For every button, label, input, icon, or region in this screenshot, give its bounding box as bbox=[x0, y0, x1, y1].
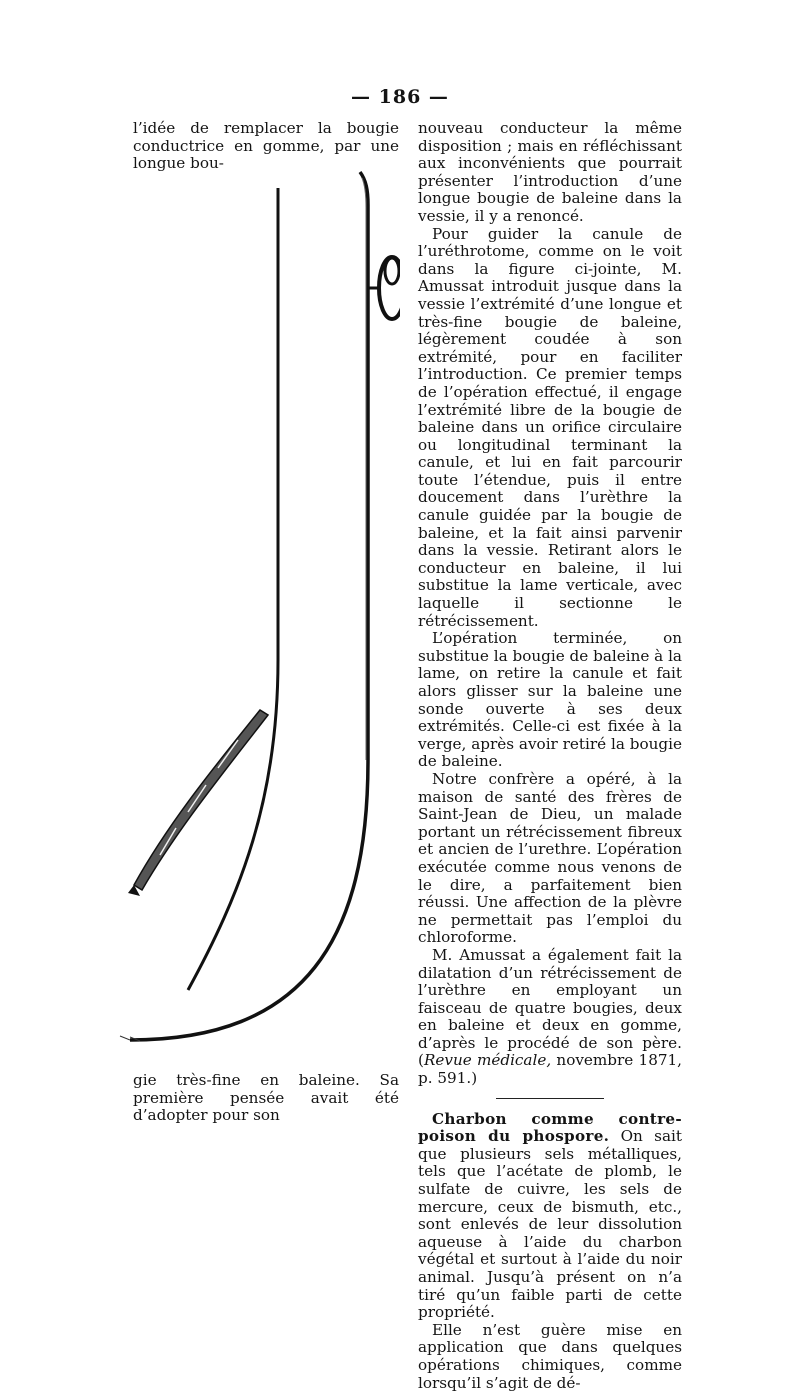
paragraph-7: Elle n’est guère mise en application que dans quelques opérations chimiques, comme lorsqu’il s’agit de dé- bbox=[418, 1320, 682, 1392]
paragraph-5 bbox=[418, 947, 682, 1088]
page-number: — 186 — bbox=[351, 86, 449, 108]
paragraph-3: L’opération terminée, on substitue la bougie de baleine à la lame, on retire la canule et fait alors glisser sur la baleine une sonde ouverte à ses deux extrémités. Celle-ci est fixée à la verge, après avoir retiré la bougie de baleine. bbox=[418, 629, 682, 771]
section-divider bbox=[496, 1098, 604, 1099]
paragraph-2: Pour guider la canule de l’uréthrotome, comme on le voit dans la figure ci-jointe, M. Amussat introduit jusque dans la vessie l’extrémité d’une longue et très-fine bougie de baleine, légèrement coudée à son extrémité, pour en faciliter l’introduction. Ce premier temps de l’opération effectué, il engage l’extrémité libre de la bougie de baleine dans un orifice circulaire ou longitudinal terminant la canule, et lui en fait parcourir toute l’étendue, puis il entre doucement dans l’urèthre la canule guidée par la bougie de baleine, et la fait ainsi parvenir dans la vessie. Retirant alors le conducteur en baleine, il lui substitue la lame verticale, avec laquelle il sectionne le rétrécissement. bbox=[418, 224, 682, 630]
blade-lame bbox=[128, 710, 268, 896]
article-headline: Charbon comme contre-poison du phospore. bbox=[418, 1109, 682, 1146]
paragraph-1: nouveau conducteur la même disposition ; mais en réfléchissant aux inconvénients que pourrait présenter l’introduction d’une longue bougie de baleine dans la vessie, il y a renoncé. bbox=[418, 119, 682, 225]
canula-sound bbox=[130, 172, 368, 1040]
paragraph-6 bbox=[418, 1111, 682, 1322]
paragraph-6-text: On sait que plusieurs sels métalliques, tels que l’acétate de plomb, le sulfate de cuivre, les sels de mercure, ceux de bismuth, etc., sont enlevés de leur dissolution aqueuse à l’aide du charbon végétal et surtout à l’aide du noir animal. Jusqu’à présent on n’a tiré qu’un faible parti de cette propriété. bbox=[418, 1127, 682, 1322]
left-top-text: l’idée de remplacer la bougie conductrice en gomme, par une longue bou- bbox=[133, 119, 399, 173]
ring-handle bbox=[368, 257, 400, 319]
paragraph-5-citation: Revue médicale, bbox=[423, 1051, 552, 1070]
urethrotome-figure bbox=[110, 160, 400, 1065]
right-column bbox=[418, 120, 682, 1392]
paragraph-5-text: M. Amussat a également fait la dilatation d’un rétrécissement de l’urèthre en employant un faisceau de quatre bougies, deux en baleine et deux en gomme, d’après le procédé de son père. ( bbox=[418, 945, 682, 1070]
left-column-bottom bbox=[133, 1072, 399, 1125]
paragraph-5-end: novembre 1871, p. 591.) bbox=[418, 1051, 683, 1088]
left-bottom-text: gie très-fine en baleine. Sa première pensée avait été d’adopter pour son bbox=[133, 1071, 399, 1125]
baleine-bougie bbox=[188, 188, 278, 990]
paragraph-4: Notre confrère a opéré, à la maison de santé des frères de Saint-Jean de Dieu, un malade portant un rétrécissement fibreux et ancien de l’urethre. L’opération exécutée comme nous venons de le dire, a parfaitement bien réussi. Une affection de la plèvre ne permettait pas l’emploi du chloroforme. bbox=[418, 769, 682, 947]
